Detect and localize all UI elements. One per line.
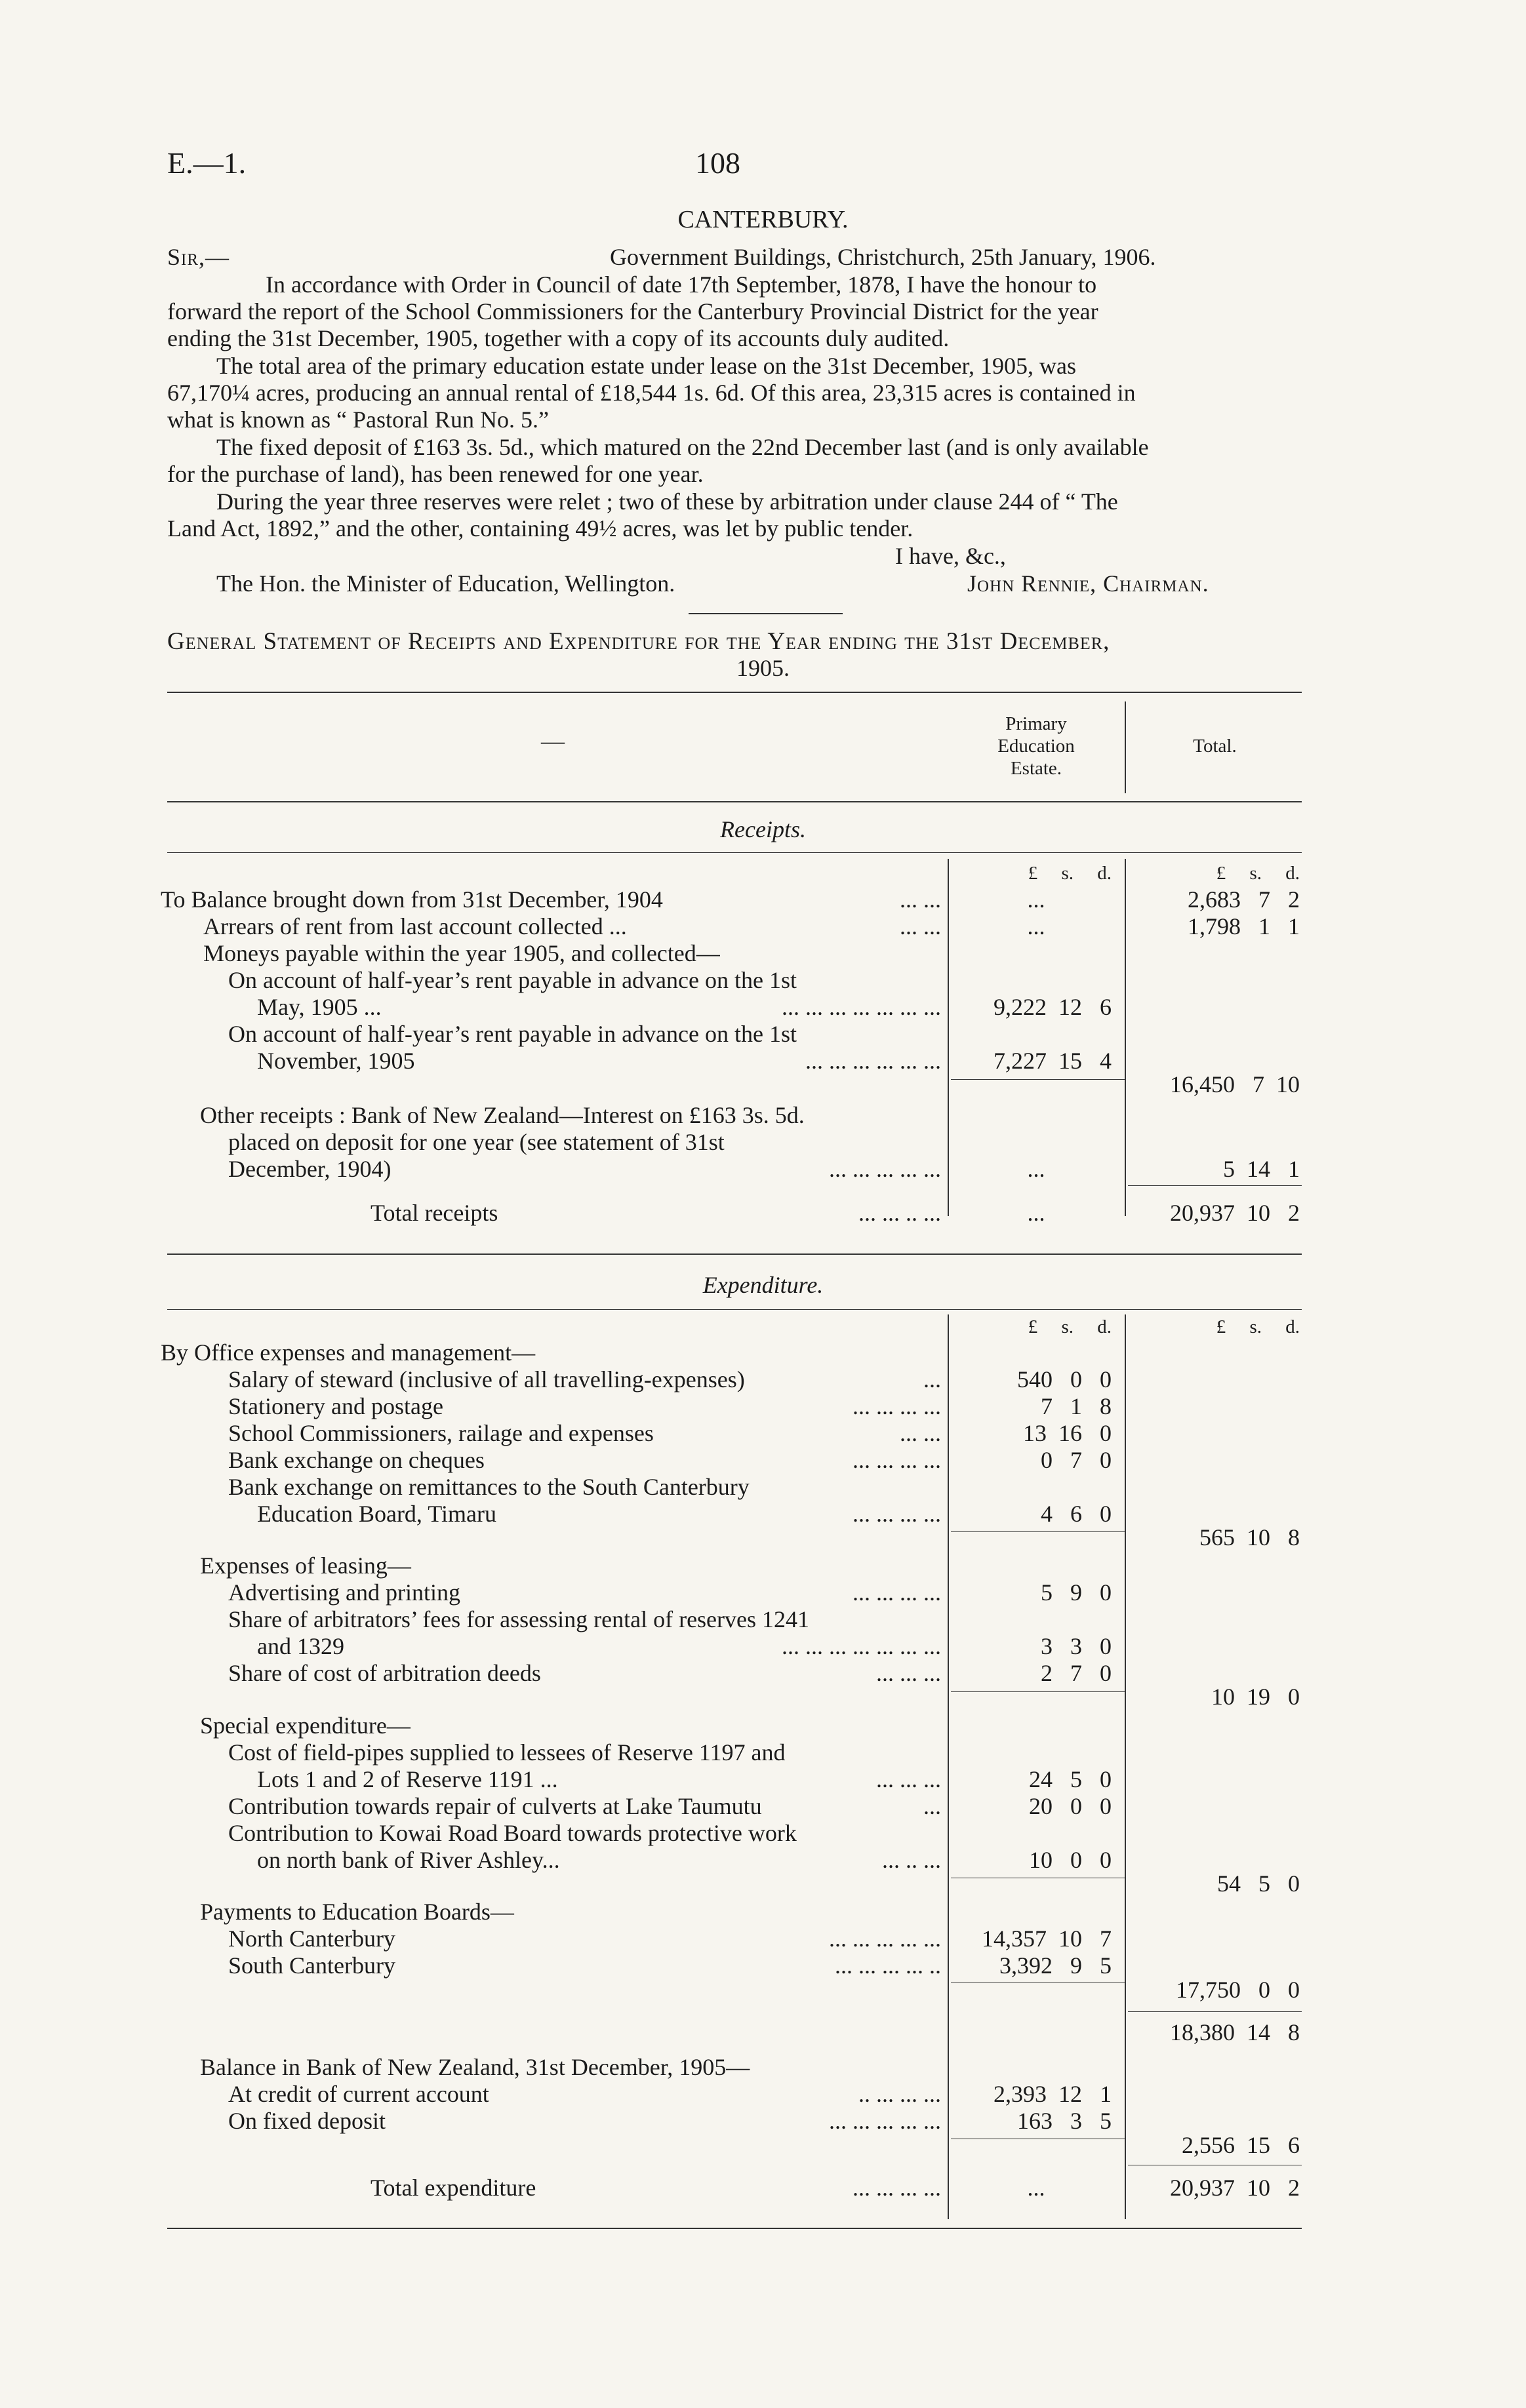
- recipient: The Hon. the Minister of Education, Wellington.: [216, 570, 675, 597]
- bank-current-amount: 2,393 12 1: [994, 2081, 1112, 2107]
- receipt-november-line-1: On account of half-year’s rent payable in advance on the 1st: [228, 1021, 797, 1047]
- receipts-title: Receipts.: [720, 816, 806, 842]
- currency-pound: £: [1216, 863, 1226, 884]
- currency-pence: d.: [1285, 863, 1300, 884]
- office-stationery-amount: 7 1 8: [1041, 1393, 1112, 1419]
- leasing-advertising-dots: ... ... ... ...: [853, 1579, 941, 1606]
- currency-pound: £: [1028, 1316, 1038, 1337]
- subtotal-rule: [1128, 2011, 1302, 2012]
- receipt-moneys-label: Moneys payable within the year 1905, and collected—: [203, 940, 720, 966]
- office-salary-dots: ...: [923, 1366, 941, 1392]
- header-total: Total.: [1193, 736, 1237, 757]
- office-subtotal: 565 10 8: [1199, 1524, 1300, 1550]
- leasing-heading: Expenses of leasing—: [200, 1552, 411, 1579]
- bank-fixed-dots: ... ... ... ... ...: [829, 2108, 941, 2134]
- section-heading: CANTERBURY.: [677, 206, 849, 233]
- expenditure-estate-currency: [951, 1316, 1112, 1337]
- receipt-arrears-dots: ... ...: [900, 913, 941, 939]
- paragraph-2-line-3: what is known as “ Pastoral Run No. 5.”: [167, 406, 549, 433]
- special-subtotal: 54 5 0: [1217, 1870, 1300, 1897]
- receipts-col-divider-1: [948, 859, 949, 1216]
- paragraph-1-line-1: In accordance with Order in Council of date 17th September, 1878, I have the honour to: [266, 271, 1097, 298]
- receipt-balance-estate: ...: [1027, 886, 1045, 913]
- receipt-may-label: May, 1905 ...: [257, 994, 382, 1020]
- expenditure-title-rule: [167, 1309, 1302, 1310]
- leasing-subtotal: 10 19 0: [1211, 1684, 1300, 1710]
- receipts-bottom-rule: [167, 1253, 1302, 1255]
- special-kowai-amount: 10 0 0: [1029, 1847, 1112, 1873]
- office-railage-dots: ... ...: [900, 1420, 941, 1446]
- paragraph-3-line-2: for the purchase of land), has been renewed for one year.: [167, 461, 704, 487]
- receipt-other-label: December, 1904): [228, 1156, 392, 1182]
- receipts-total-dots: ... ... .. ...: [858, 1200, 941, 1226]
- leasing-deeds-label: Share of cost of arbitration deeds: [228, 1660, 541, 1686]
- currency-shilling: s.: [1249, 863, 1262, 884]
- statement-year: 1905.: [736, 655, 790, 681]
- expenditure-total-estate: ...: [1027, 2175, 1045, 2201]
- office-heading: By Office expenses and management—: [161, 1339, 536, 1366]
- header-col-divider: [1125, 701, 1126, 793]
- receipts-total-currency: [1128, 863, 1300, 884]
- office-railage-label: School Commissioners, railage and expenses: [228, 1420, 654, 1446]
- office-remit-dots: ... ... ... ...: [853, 1501, 941, 1527]
- special-pipes-label: Lots 1 and 2 of Reserve 1191 ...: [257, 1766, 558, 1792]
- expenditure-col-divider-2: [1125, 1314, 1126, 2219]
- receipt-balance-dots: ... ...: [900, 886, 941, 913]
- office-subtotal-rule: [951, 1531, 1125, 1532]
- paragraph-2-line-2: 67,170¼ acres, producing an annual rental of £18,544 1s. 6d. Of this area, 23,315 acres is contained in: [167, 380, 1136, 406]
- boards-south-dots: ... ... ... ... ..: [835, 1952, 941, 1979]
- office-stationery-dots: ... ... ... ...: [853, 1393, 941, 1419]
- office-cheques-dots: ... ... ... ...: [853, 1447, 941, 1473]
- office-remit-line-1: Bank exchange on remittances to the South Canterbury: [228, 1474, 750, 1500]
- bank-fixed-amount: 163 3 5: [1017, 2108, 1112, 2134]
- boards-subtotal: 17,750 0 0: [1176, 1977, 1300, 2003]
- address-line: Government Buildings, Christchurch, 25th January, 1906.: [610, 244, 1156, 270]
- salutation: Sir,—: [167, 244, 230, 270]
- currency-pence: d.: [1285, 1316, 1300, 1337]
- closing: I have, &c.,: [895, 543, 1006, 569]
- special-pipes-line-1: Cost of field-pipes supplied to lessees of Reserve 1197 and: [228, 1739, 786, 1766]
- receipt-balance-label: To Balance brought down from 31st December, 1904: [161, 886, 663, 913]
- header-bottom-rule: [167, 801, 1302, 802]
- leasing-arbitrators-line-1: Share of arbitrators’ fees for assessing rental of reserves 1241: [228, 1606, 810, 1632]
- report-code: E.—1.: [167, 146, 247, 180]
- leasing-deeds-amount: 2 7 0: [1041, 1660, 1112, 1686]
- leasing-arbitrators-dots: ... ... ... ... ... ... ...: [782, 1633, 941, 1659]
- paragraph-2-line-1: The total area of the primary education estate under lease on the 31st December, 1905, was: [216, 353, 1077, 379]
- currency-shilling: s.: [1249, 1316, 1262, 1337]
- receipt-other-line-1: Other receipts : Bank of New Zealand—Interest on £163 3s. 5d.: [200, 1102, 805, 1128]
- special-kowai-line-1: Contribution to Kowai Road Board towards protective work: [228, 1820, 797, 1846]
- special-kowai-dots: ... .. ...: [882, 1847, 941, 1873]
- bank-current-label: At credit of current account: [228, 2081, 489, 2107]
- receipts-estate-currency: [951, 863, 1112, 884]
- receipt-may-dots: ... ... ... ... ... ... ...: [782, 994, 941, 1020]
- paragraph-3-line-1: The fixed deposit of £163 3s. 5d., which matured on the 22nd December last (and is only available: [216, 434, 1149, 460]
- leasing-advertising-label: Advertising and printing: [228, 1579, 460, 1606]
- leasing-arbitrators-label: and 1329: [257, 1633, 344, 1659]
- office-cheques-label: Bank exchange on cheques: [228, 1447, 485, 1473]
- bank-heading: Balance in Bank of New Zealand, 31st December, 1905—: [200, 2054, 750, 2080]
- currency-shilling: s.: [1061, 863, 1074, 884]
- header-blank-label: —: [541, 728, 565, 754]
- paragraph-1-line-2: forward the report of the School Commissioners for the Canterbury Provincial District for the year: [167, 298, 1098, 325]
- receipts-total-value: 20,937 10 2: [1170, 1200, 1300, 1226]
- receipts-col-divider-2: [1125, 859, 1126, 1216]
- expenditure-total-dots: ... ... ... ...: [853, 2175, 941, 2201]
- header-estate-line-3: Estate.: [1010, 758, 1062, 779]
- paragraph-4-line-1: During the year three reserves were relet ; two of these by arbitration under clause 244 of “ The: [216, 488, 1118, 515]
- receipts-total-estate: ...: [1027, 1200, 1045, 1226]
- office-cheques-amount: 0 7 0: [1041, 1447, 1112, 1473]
- office-remit-amount: 4 6 0: [1041, 1501, 1112, 1527]
- receipt-rent-subtotal: 16,450 7 10: [1170, 1071, 1300, 1097]
- bank-current-dots: .. ... ... ...: [858, 2081, 941, 2107]
- expenditure-title: Expenditure.: [702, 1272, 824, 1298]
- leasing-advertising-amount: 5 9 0: [1041, 1579, 1112, 1606]
- separator: [689, 613, 843, 614]
- office-salary-label: Salary of steward (inclusive of all travelling-expenses): [228, 1366, 745, 1392]
- boards-south-amount: 3,392 9 5: [999, 1952, 1112, 1979]
- receipt-other-estate: ...: [1027, 1156, 1045, 1182]
- receipt-arrears-estate: ...: [1027, 913, 1045, 939]
- receipt-other-total: 5 14 1: [1223, 1156, 1300, 1182]
- header-estate-line-2: Education: [997, 736, 1075, 757]
- special-heading: Special expenditure—: [200, 1712, 411, 1739]
- office-remit-label: Education Board, Timaru: [257, 1501, 496, 1527]
- receipt-november-estate: 7,227 15 4: [994, 1048, 1112, 1074]
- receipt-other-line-2: placed on deposit for one year (see statement of 31st: [228, 1129, 725, 1155]
- table-bottom-rule: [167, 2228, 1302, 2229]
- expenditure-total-label: Total expenditure: [371, 2175, 536, 2201]
- bank-fixed-label: On fixed deposit: [228, 2108, 386, 2134]
- expenditure-col-divider-1: [948, 1314, 949, 2219]
- expenditure-total-currency: [1128, 1316, 1300, 1337]
- receipt-arrears-label: Arrears of rent from last account collected ...: [203, 913, 627, 939]
- special-culverts-amount: 20 0 0: [1029, 1793, 1112, 1819]
- currency-pound: £: [1028, 863, 1038, 884]
- office-stationery-label: Stationery and postage: [228, 1393, 443, 1419]
- currency-pence: d.: [1097, 863, 1112, 884]
- leasing-arbitrators-amount: 3 3 0: [1041, 1633, 1112, 1659]
- office-railage-amount: 13 16 0: [1023, 1420, 1112, 1446]
- receipt-november-dots: ... ... ... ... ... ...: [805, 1048, 941, 1074]
- currency-shilling: s.: [1061, 1316, 1074, 1337]
- special-pipes-amount: 24 5 0: [1029, 1766, 1112, 1792]
- special-kowai-label: on north bank of River Ashley...: [257, 1847, 560, 1873]
- receipt-may-estate: 9,222 12 6: [994, 994, 1112, 1020]
- special-culverts-label: Contribution towards repair of culverts at Lake Taumutu: [228, 1793, 762, 1819]
- signature: John Rennie, Chairman.: [967, 570, 1209, 597]
- header-estate-line-1: Primary: [1005, 713, 1067, 734]
- bank-subtotal: 2,556 15 6: [1182, 2132, 1300, 2158]
- receipt-balance-total: 2,683 7 2: [1188, 886, 1300, 913]
- statement-title: General Statement of Receipts and Expenditure for the Year ending the 31st December,: [167, 628, 1110, 655]
- currency-pence: d.: [1097, 1316, 1112, 1337]
- receipts-total-rule: [1128, 1185, 1302, 1186]
- receipts-title-rule: [167, 852, 1302, 853]
- expenditure-subtotal: 18,380 14 8: [1170, 2019, 1300, 2045]
- office-salary-amount: 540 0 0: [1017, 1366, 1112, 1392]
- receipt-other-dots: ... ... ... ... ...: [829, 1156, 941, 1182]
- leasing-deeds-dots: ... ... ...: [876, 1660, 941, 1686]
- boards-heading: Payments to Education Boards—: [200, 1899, 514, 1925]
- paragraph-4-line-2: Land Act, 1892,” and the other, containing 49½ acres, was let by public tender.: [167, 515, 914, 542]
- receipt-arrears-total: 1,798 1 1: [1188, 913, 1300, 939]
- paragraph-1-line-3: ending the 31st December, 1905, together with a copy of its accounts duly audited.: [167, 325, 950, 351]
- boards-north-amount: 14,357 10 7: [982, 1925, 1112, 1952]
- currency-pound: £: [1216, 1316, 1226, 1337]
- boards-south-label: South Canterbury: [228, 1952, 395, 1979]
- receipt-november-label: November, 1905: [257, 1048, 415, 1074]
- page-number: 108: [695, 146, 740, 180]
- receipt-may-line-1: On account of half-year’s rent payable in advance on the 1st: [228, 967, 797, 993]
- special-culverts-dots: ...: [923, 1793, 941, 1819]
- boards-north-dots: ... ... ... ... ...: [829, 1925, 941, 1952]
- leasing-subtotal-rule: [951, 1691, 1125, 1692]
- receipts-total-label: Total receipts: [371, 1200, 498, 1226]
- boards-north-label: North Canterbury: [228, 1925, 395, 1952]
- expenditure-total-value: 20,937 10 2: [1170, 2175, 1300, 2201]
- receipt-rent-subtotal-rule: [951, 1079, 1125, 1080]
- table-top-rule: [167, 692, 1302, 693]
- special-pipes-dots: ... ... ...: [876, 1766, 941, 1792]
